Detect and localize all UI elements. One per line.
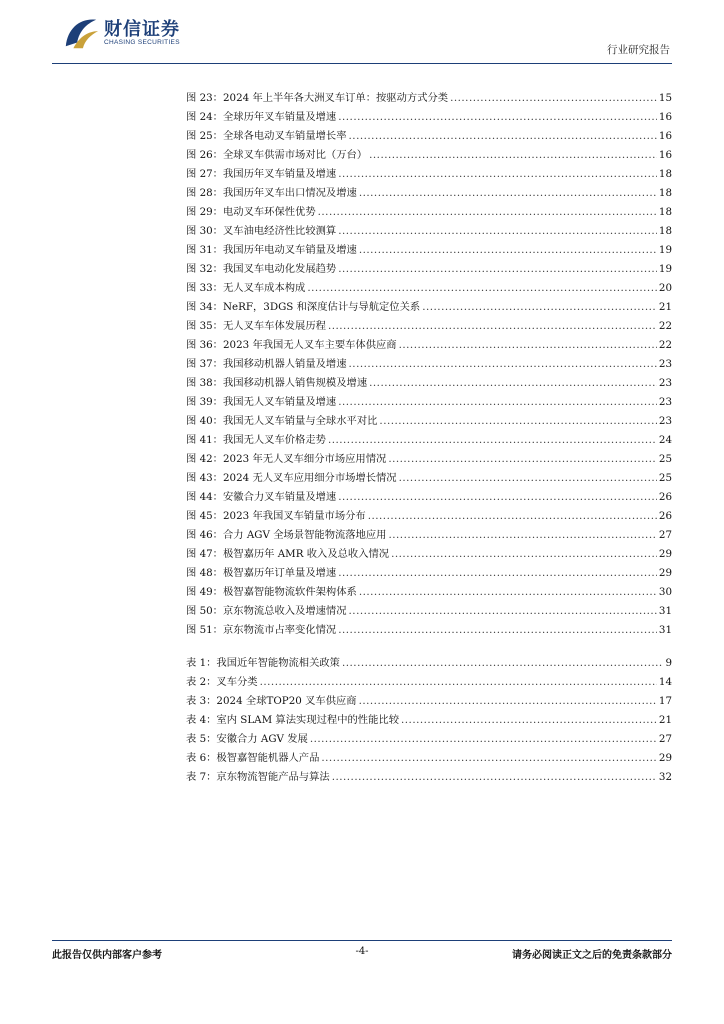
dot-leader [388,450,657,469]
figure-entry-page: 21 [658,301,672,313]
table-entry-page: 29 [658,752,672,764]
footer-disclaimer-right: 请务必阅读正文之后的免责条款部分 [512,950,672,961]
dot-leader [342,654,663,673]
figure-entry[interactable] [186,621,672,640]
figure-entry-label: 图 43：2024 无人叉车应用细分市场增长情况 [186,472,397,484]
table-entry[interactable] [186,711,672,730]
figure-entry[interactable] [186,108,672,127]
figure-entry-page: 16 [658,130,672,142]
figure-entry-page: 15 [658,92,672,104]
page-header [0,0,724,70]
figure-entry-label: 图 42：2023 年无人叉车细分市场应用情况 [186,453,387,465]
dot-leader [338,165,657,184]
figure-entry[interactable] [186,165,672,184]
figure-entry[interactable] [186,564,672,583]
figure-entry-page: 25 [658,472,672,484]
table-entry-label: 表 7：京东物流智能产品与算法 [186,771,330,783]
table-entry[interactable] [186,654,672,673]
dot-leader [388,526,656,545]
figure-entry[interactable] [186,412,672,431]
dot-leader [338,488,657,507]
dot-leader [368,507,657,526]
figure-entry[interactable] [186,488,672,507]
dot-leader [349,127,657,146]
figure-entry-label: 图 44：安徽合力叉车销量及增速 [186,491,337,503]
footer-divider [52,940,672,941]
dot-leader [399,336,657,355]
figure-entry-page: 19 [658,263,672,275]
table-entry[interactable] [186,749,672,768]
dot-leader [338,108,657,127]
figure-entry[interactable] [186,507,672,526]
figure-entry-page: 23 [658,415,672,427]
dot-leader [328,431,657,450]
brand-logo [62,14,192,54]
table-of-contents [186,89,672,787]
figure-list [186,89,672,640]
figure-entry-page: 25 [658,453,672,465]
page-number: -4- [355,946,369,957]
figure-entry[interactable] [186,203,672,222]
figure-entry[interactable] [186,469,672,488]
table-entry-label: 表 2：叉车分类 [186,676,258,688]
figure-entry[interactable] [186,526,672,545]
figure-entry[interactable] [186,89,672,108]
table-entry-page: 14 [658,676,672,688]
table-entry-label: 表 3：2024 全球TOP20 叉车供应商 [186,695,357,707]
figure-entry-page: 29 [658,548,672,560]
figure-entry-label: 图 38：我国移动机器人销售规模及增速 [186,377,368,389]
figure-entry-page: 18 [658,168,672,180]
figure-entry-label: 图 48：极智嘉历年订单量及增速 [186,567,337,579]
figure-entry-label: 图 39：我国无人叉车销量及增速 [186,396,337,408]
figure-entry-page: 24 [658,434,672,446]
dot-leader [338,564,657,583]
figure-entry-page: 19 [658,244,672,256]
figure-entry-label: 图 49：极智嘉智能物流软件架构体系 [186,586,357,598]
figure-entry-page: 16 [658,111,672,123]
table-entry-page: 27 [658,733,672,745]
dot-leader [369,146,657,165]
figure-entry[interactable] [186,450,672,469]
figure-entry[interactable] [186,374,672,393]
figure-entry[interactable] [186,298,672,317]
figure-entry-label: 图 24：全球历年叉车销量及增速 [186,111,337,123]
figure-entry[interactable] [186,431,672,450]
figure-entry[interactable] [186,393,672,412]
dot-leader [379,412,656,431]
figure-entry-label: 图 37：我国移动机器人销量及增速 [186,358,347,370]
table-entry[interactable] [186,673,672,692]
figure-entry[interactable] [186,602,672,621]
figure-entry-page: 23 [658,396,672,408]
header-divider [52,63,672,64]
figure-entry-page: 22 [658,320,672,332]
figure-entry-page: 26 [658,510,672,522]
table-entry[interactable] [186,768,672,787]
figure-entry-label: 图 51：京东物流市占率变化情况 [186,624,337,636]
footer-disclaimer-left: 此报告仅供内部客户参考 [52,950,162,961]
dot-leader [349,355,657,374]
figure-entry-label: 图 46：合力 AGV 全场景智能物流落地应用 [186,529,387,541]
table-entry-label: 表 4：室内 SLAM 算法实现过程中的性能比较 [186,714,399,726]
figure-entry-label: 图 32：我国叉车电动化发展趋势 [186,263,337,275]
figure-entry-page: 18 [658,225,672,237]
figure-entry[interactable] [186,545,672,564]
brand-name-cn: 财信证券 [104,19,180,40]
dot-leader [321,749,657,768]
figure-entry[interactable] [186,336,672,355]
figure-entry[interactable] [186,583,672,602]
figure-entry-label: 图 26：全球叉车供需市场对比（万台） [186,149,368,161]
table-list [186,654,672,787]
figure-entry[interactable] [186,184,672,203]
dot-leader [338,621,657,640]
table-entry-label: 表 6：极智嘉智能机器人产品 [186,752,320,764]
figure-entry-label: 图 23：2024 年上半年各大洲叉车订单：按驱动方式分类 [186,92,449,104]
figure-entry-label: 图 35：无人叉车车体发展历程 [186,320,326,332]
figure-entry-label: 图 41：我国无人叉车价格走势 [186,434,326,446]
figure-entry-page: 27 [658,529,672,541]
figure-entry-label: 图 28：我国历年叉车出口情况及增速 [186,187,357,199]
figure-entry[interactable] [186,355,672,374]
figure-entry-page: 20 [658,282,672,294]
dot-leader [391,545,657,564]
dot-leader [310,730,657,749]
table-entry-page: 21 [658,714,672,726]
figure-entry-label: 图 47：极智嘉历年 AMR 收入及总收入情况 [186,548,390,560]
figure-entry-page: 29 [658,567,672,579]
figure-entry-label: 图 27：我国历年叉车销量及增速 [186,168,337,180]
figure-entry-label: 图 30：叉车油电经济性比较测算 [186,225,337,237]
dot-leader [359,184,657,203]
figure-entry-page: 26 [658,491,672,503]
table-entry[interactable] [186,692,672,711]
dot-leader [338,393,657,412]
figure-entry[interactable] [186,146,672,165]
figure-entry-label: 图 34：NeRF，3DGS 和深度估计与导航定位关系 [186,301,421,313]
figure-entry[interactable] [186,317,672,336]
figure-entry-label: 图 25：全球各电动叉车销量增长率 [186,130,347,142]
table-entry-page: 17 [658,695,672,707]
figure-entry-page: 23 [658,358,672,370]
dot-leader [359,241,657,260]
dot-leader [401,711,657,730]
table-entry-page: 32 [658,771,672,783]
dot-leader [307,279,657,298]
dot-leader [318,203,657,222]
figure-entry-page: 22 [658,339,672,351]
brand-name-en: CHASING SECURITIES [104,39,180,46]
figure-entry-label: 图 29：电动叉车环保性优势 [186,206,316,218]
dot-leader [369,374,657,393]
figure-entry[interactable] [186,127,672,146]
dot-leader [260,673,657,692]
dot-leader [349,602,657,621]
dot-leader [332,768,657,787]
figure-entry-page: 31 [658,605,672,617]
figure-entry-page: 16 [658,149,672,161]
dot-leader [359,692,657,711]
figure-entry-label: 图 40：我国无人叉车销量与全球水平对比 [186,415,378,427]
dot-leader [338,260,657,279]
figure-entry[interactable] [186,241,672,260]
brand-logo-icon [62,14,100,52]
figure-entry-label: 图 45：2023 年我国叉车销量市场分布 [186,510,366,522]
figure-entry[interactable] [186,222,672,241]
figure-entry-label: 图 33：无人叉车成本构成 [186,282,306,294]
figure-entry-page: 18 [658,206,672,218]
document-type: 行业研究报告 [607,44,670,56]
figure-entry[interactable] [186,260,672,279]
dot-leader [328,317,657,336]
table-entry-page: 9 [665,657,672,669]
figure-entry-page: 31 [658,624,672,636]
figure-entry-page: 23 [658,377,672,389]
figure-entry-page: 18 [658,187,672,199]
dot-leader [338,222,657,241]
figure-entry-label: 图 50：京东物流总收入及增速情况 [186,605,347,617]
table-entry-label: 表 1：我国近年智能物流相关政策 [186,657,340,669]
dot-leader [422,298,657,317]
dot-leader [399,469,657,488]
figure-entry-label: 图 31：我国历年电动叉车销量及增速 [186,244,357,256]
dot-leader [450,89,657,108]
figure-entry-page: 30 [658,586,672,598]
dot-leader [359,583,657,602]
table-entry[interactable] [186,730,672,749]
figure-entry[interactable] [186,279,672,298]
table-entry-label: 表 5：安徽合力 AGV 发展 [186,733,308,745]
figure-entry-label: 图 36：2023 年我国无人叉车主要车体供应商 [186,339,397,351]
